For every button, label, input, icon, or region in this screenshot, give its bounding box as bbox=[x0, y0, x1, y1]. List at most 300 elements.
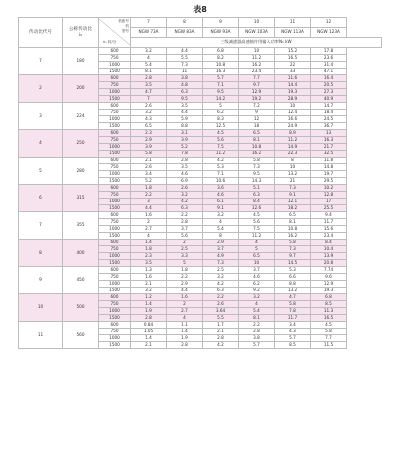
power-cell: 7.3 bbox=[167, 61, 203, 68]
power-cell: 3.2 bbox=[131, 48, 167, 55]
power-cell: 14.8 bbox=[311, 164, 347, 171]
power-cell: 14.2 bbox=[203, 95, 239, 102]
power-cell: 9.6 bbox=[311, 273, 347, 280]
power-cell: 4.5 bbox=[203, 130, 239, 137]
speed-cell: 600 bbox=[99, 212, 131, 219]
power-cell: 18.4 bbox=[311, 109, 347, 116]
power-cell: 1.05 bbox=[131, 328, 167, 335]
speed-cell: 1500 bbox=[99, 150, 131, 157]
power-cell: 9.5 bbox=[167, 95, 203, 102]
power-cell: 5.4 bbox=[131, 61, 167, 68]
power-cell: 12.8 bbox=[311, 191, 347, 198]
nominal-ratio-cell: 224 bbox=[63, 102, 99, 129]
ratio-code-cell: 2 bbox=[19, 75, 63, 102]
power-cell: 3.2 bbox=[131, 109, 167, 116]
power-cell: 8.5 bbox=[311, 301, 347, 308]
power-cell: 5.4 bbox=[203, 225, 239, 232]
power-cell: 16.3 bbox=[311, 136, 347, 143]
power-cell: 8 bbox=[203, 232, 239, 239]
power-cell: 2.8 bbox=[167, 342, 203, 349]
table-row bbox=[19, 157, 382, 164]
power-cell: 36.7 bbox=[311, 123, 347, 130]
power-cell: 16.5 bbox=[311, 314, 347, 321]
power-cell: 2.9 bbox=[167, 280, 203, 287]
power-cell: 4.2 bbox=[167, 198, 203, 205]
speed-cell: 1500 bbox=[99, 205, 131, 212]
speed-cell: 750 bbox=[99, 109, 131, 116]
speed-cell: 750 bbox=[99, 82, 131, 89]
table-row bbox=[19, 102, 382, 109]
speed-cell: 1500 bbox=[99, 178, 131, 185]
power-cell: 4.3 bbox=[131, 116, 167, 123]
speed-cell: 1500 bbox=[99, 95, 131, 102]
power-cell: 25.5 bbox=[311, 205, 347, 212]
power-cell: 9.7 bbox=[239, 82, 275, 89]
power-cell: 6.1 bbox=[203, 198, 239, 205]
power-cell: 8.4 bbox=[311, 239, 347, 246]
power-cell: 13.2 bbox=[275, 171, 311, 178]
power-cell: 1.6 bbox=[167, 294, 203, 301]
ratio-code-cell: 9 bbox=[19, 267, 63, 294]
power-cell: 4 bbox=[131, 232, 167, 239]
power-cell: 1.2 bbox=[131, 294, 167, 301]
speed-cell: 600 bbox=[99, 184, 131, 191]
power-cell: 8.1 bbox=[131, 68, 167, 75]
power-cell: 9.5 bbox=[239, 171, 275, 178]
power-cell: 5.8 bbox=[275, 301, 311, 308]
speed-cell: 1000 bbox=[99, 335, 131, 342]
power-cell: 3.7 bbox=[203, 246, 239, 253]
power-cell: 12 bbox=[239, 116, 275, 123]
power-cell: 12.1 bbox=[275, 198, 311, 205]
power-cell: 4.2 bbox=[203, 280, 239, 287]
power-cell: 2.3 bbox=[131, 253, 167, 260]
power-cell: 5.1 bbox=[239, 184, 275, 191]
header-model: NGW 103A bbox=[239, 28, 275, 38]
speed-cell: 1000 bbox=[99, 143, 131, 150]
nominal-ratio-cell: 250 bbox=[63, 130, 99, 157]
power-cell: 4.9 bbox=[203, 253, 239, 260]
speed-cell: 1500 bbox=[99, 260, 131, 267]
power-cell: 7.3 bbox=[203, 260, 239, 267]
power-cell: 2.2 bbox=[239, 321, 275, 328]
power-cell: 11.2 bbox=[203, 150, 239, 157]
power-cell: 12.9 bbox=[239, 89, 275, 96]
speed-cell: 1000 bbox=[99, 253, 131, 260]
header-frame-no: 8 bbox=[167, 18, 203, 28]
power-cell: 5.8 bbox=[239, 157, 275, 164]
power-cell: 8.1 bbox=[239, 136, 275, 143]
power-cell: 11 bbox=[167, 68, 203, 75]
power-cell: 23.6 bbox=[311, 54, 347, 61]
power-cell: 3.2 bbox=[167, 191, 203, 198]
power-cell: 7.2 bbox=[239, 102, 275, 109]
speed-cell: 750 bbox=[99, 273, 131, 280]
power-cell: 10.8 bbox=[275, 225, 311, 232]
power-cell: 5.2 bbox=[131, 178, 167, 185]
speed-cell: 750 bbox=[99, 191, 131, 198]
power-cell: 4 bbox=[131, 54, 167, 61]
power-cell: 5.2 bbox=[167, 143, 203, 150]
power-cell: 7.5 bbox=[239, 225, 275, 232]
power-cell: 2.5 bbox=[203, 267, 239, 274]
power-cell: 9.1 bbox=[203, 205, 239, 212]
power-cell: 7.74 bbox=[311, 267, 347, 274]
power-cell: 4.6 bbox=[239, 273, 275, 280]
power-cell: 1.3 bbox=[131, 267, 167, 274]
power-cell: 6.5 bbox=[131, 123, 167, 130]
power-cell: 1.4 bbox=[167, 328, 203, 335]
power-cell: 6.8 bbox=[311, 294, 347, 301]
power-cell: 3.5 bbox=[131, 260, 167, 267]
power-cell: 4.4 bbox=[167, 287, 203, 294]
power-cell: 3.2 bbox=[203, 212, 239, 219]
ratio-code-cell: 6 bbox=[19, 184, 63, 211]
power-cell: 1.7 bbox=[203, 321, 239, 328]
power-cell: 11.2 bbox=[275, 136, 311, 143]
power-cell: 33 bbox=[275, 68, 311, 75]
power-cell: 13 bbox=[311, 130, 347, 137]
ratio-code-cell: 3 bbox=[19, 102, 63, 129]
power-cell: 3.4 bbox=[131, 171, 167, 178]
power-cell: 2.8 bbox=[167, 219, 203, 226]
speed-cell: 750 bbox=[99, 301, 131, 308]
power-cell: 16.2 bbox=[239, 150, 275, 157]
power-cell: 3.5 bbox=[167, 102, 203, 109]
power-cell: 24.9 bbox=[275, 123, 311, 130]
power-cell: 2.2 bbox=[131, 191, 167, 198]
power-cell: 1.9 bbox=[131, 308, 167, 315]
power-cell: 14.5 bbox=[275, 260, 311, 267]
speed-cell: 1000 bbox=[99, 308, 131, 315]
speed-cell: 750 bbox=[99, 136, 131, 143]
header-model: NGW 83A bbox=[167, 28, 203, 38]
power-cell: 1.4 bbox=[131, 239, 167, 246]
power-cell: 16.3 bbox=[203, 68, 239, 75]
power-cell: 5.7 bbox=[239, 342, 275, 349]
power-cell: 5.3 bbox=[203, 164, 239, 171]
power-cell: 16.4 bbox=[311, 75, 347, 82]
power-cell: 12.5 bbox=[203, 123, 239, 130]
power-cell: 47.1 bbox=[311, 68, 347, 75]
power-cell: 5.5 bbox=[167, 54, 203, 61]
power-cell: 16.2 bbox=[275, 232, 311, 239]
power-cell: 5.4 bbox=[239, 308, 275, 315]
ratio-code-cell: 4 bbox=[19, 130, 63, 157]
power-cell: 10.8 bbox=[203, 61, 239, 68]
power-cell: 1.8 bbox=[131, 184, 167, 191]
power-cell: 19.7 bbox=[311, 171, 347, 178]
speed-cell: 1000 bbox=[99, 61, 131, 68]
power-cell: 7.7 bbox=[311, 335, 347, 342]
power-cell: 11.3 bbox=[311, 308, 347, 315]
table-row bbox=[19, 184, 382, 191]
power-cell: 3 bbox=[131, 198, 167, 205]
power-cell: 6.2 bbox=[239, 280, 275, 287]
power-cell: 3.9 bbox=[167, 136, 203, 143]
power-cell: 19.3 bbox=[311, 287, 347, 294]
power-cell: 1.4 bbox=[131, 335, 167, 342]
power-cell: 3.8 bbox=[167, 75, 203, 82]
header-model: NGW 93A bbox=[203, 28, 239, 38]
power-cell: 28.9 bbox=[275, 95, 311, 102]
power-cell: 4.7 bbox=[275, 294, 311, 301]
power-cell: 2.7 bbox=[131, 225, 167, 232]
power-cell: 3.2 bbox=[239, 294, 275, 301]
speed-cell: 600 bbox=[99, 294, 131, 301]
speed-cell: 600 bbox=[99, 267, 131, 274]
power-cell: 4.2 bbox=[203, 157, 239, 164]
power-cell: 2.9 bbox=[203, 239, 239, 246]
power-cell: 2 bbox=[131, 219, 167, 226]
power-cell: 2.6 bbox=[167, 184, 203, 191]
power-cell: 1.4 bbox=[131, 301, 167, 308]
power-cell: 8.2 bbox=[203, 54, 239, 61]
power-cell: 6.5 bbox=[275, 212, 311, 219]
power-cell: 3.6 bbox=[203, 184, 239, 191]
power-cell: 7.1 bbox=[203, 171, 239, 178]
power-cell: 9.4 bbox=[311, 212, 347, 219]
power-cell: 4.5 bbox=[239, 212, 275, 219]
power-cell: 32.5 bbox=[311, 150, 347, 157]
power-cell: 2.5 bbox=[167, 246, 203, 253]
power-cell: 4.4 bbox=[131, 205, 167, 212]
speed-cell: 750 bbox=[99, 164, 131, 171]
header-frame-no: 12 bbox=[311, 18, 347, 28]
power-cell: 2.1 bbox=[131, 157, 167, 164]
header-row-codes bbox=[19, 18, 382, 28]
power-cell: 11.7 bbox=[275, 314, 311, 321]
power-cell: 23.4 bbox=[311, 232, 347, 239]
power-cell: 6.3 bbox=[239, 191, 275, 198]
power-cell: 2.1 bbox=[131, 342, 167, 349]
power-cell: 17.8 bbox=[311, 48, 347, 55]
table-row bbox=[19, 212, 382, 219]
power-cell: 2.8 bbox=[203, 335, 239, 342]
table-row bbox=[19, 75, 382, 82]
power-cell: 14.9 bbox=[275, 143, 311, 150]
power-cell: 12.6 bbox=[239, 205, 275, 212]
power-cell: 8 bbox=[275, 157, 311, 164]
power-cell: 6.3 bbox=[203, 287, 239, 294]
header-model: NGW 113A bbox=[275, 28, 311, 38]
power-cell: 6.6 bbox=[275, 273, 311, 280]
power-cell: 4.6 bbox=[203, 191, 239, 198]
power-cell: 1.1 bbox=[167, 321, 203, 328]
power-cell: 11.2 bbox=[239, 54, 275, 61]
power-cell: 5.6 bbox=[203, 136, 239, 143]
power-cell: 2.2 bbox=[167, 273, 203, 280]
nominal-ratio-cell: 280 bbox=[63, 157, 99, 184]
power-cell: 2.1 bbox=[203, 328, 239, 335]
power-cell: 4.7 bbox=[131, 89, 167, 96]
power-cell: 7.3 bbox=[239, 164, 275, 171]
ratio-code-cell: 7 bbox=[19, 212, 63, 239]
power-cell: 8.3 bbox=[203, 116, 239, 123]
power-cell: 5 bbox=[203, 102, 239, 109]
power-cell: 10.6 bbox=[203, 178, 239, 185]
speed-cell: 1500 bbox=[99, 314, 131, 321]
power-cell: 9.7 bbox=[275, 253, 311, 260]
power-cell: 4 bbox=[239, 301, 275, 308]
table-row bbox=[19, 130, 382, 137]
power-cell: 3.7 bbox=[239, 267, 275, 274]
power-cell: 19.2 bbox=[239, 95, 275, 102]
power-cell: 4.2 bbox=[203, 342, 239, 349]
power-cell: 16.2 bbox=[239, 61, 275, 68]
power-cell: 2.6 bbox=[203, 301, 239, 308]
power-cell: 6.5 bbox=[239, 253, 275, 260]
power-cell: 5 bbox=[167, 260, 203, 267]
speed-cell: 1500 bbox=[99, 287, 131, 294]
power-cell: 2.1 bbox=[131, 280, 167, 287]
ratio-code-cell: 8 bbox=[19, 239, 63, 266]
power-cell: 3.7 bbox=[167, 225, 203, 232]
power-cell: 3.5 bbox=[131, 82, 167, 89]
power-cell: 4 bbox=[167, 314, 203, 321]
power-cell: 11.5 bbox=[311, 342, 347, 349]
spec-table-body bbox=[19, 18, 382, 349]
power-cell: 3.1 bbox=[167, 130, 203, 137]
power-cell: 6.2 bbox=[203, 109, 239, 116]
ratio-code-cell: 10 bbox=[19, 294, 63, 321]
header-model: NGW 123A bbox=[311, 28, 347, 38]
header-frame-no: 9 bbox=[203, 18, 239, 28]
table-row bbox=[19, 239, 382, 246]
power-cell: 0.84 bbox=[131, 321, 167, 328]
power-cell: 4.3 bbox=[275, 328, 311, 335]
power-cell: 4 bbox=[203, 219, 239, 226]
nominal-ratio-cell: 450 bbox=[63, 267, 99, 294]
power-cell: 9.5 bbox=[203, 89, 239, 96]
ratio-code-cell: 11 bbox=[19, 321, 63, 348]
table-row bbox=[19, 294, 382, 301]
power-cell: 29.5 bbox=[311, 178, 347, 185]
power-cell: 4.6 bbox=[167, 171, 203, 178]
speed-cell: 600 bbox=[99, 239, 131, 246]
power-cell: 3.2 bbox=[131, 287, 167, 294]
power-cell: 6.3 bbox=[167, 205, 203, 212]
power-cell: 5.8 bbox=[275, 239, 311, 246]
speed-cell: 750 bbox=[99, 246, 131, 253]
power-cell: 11.7 bbox=[311, 219, 347, 226]
speed-cell: 1000 bbox=[99, 89, 131, 96]
speed-cell: 750 bbox=[99, 219, 131, 226]
power-cell: 22.3 bbox=[275, 150, 311, 157]
power-cell: 5.6 bbox=[239, 219, 275, 226]
speed-cell: 750 bbox=[99, 54, 131, 61]
power-cell: 18.2 bbox=[275, 205, 311, 212]
power-cell: 12.4 bbox=[275, 109, 311, 116]
power-cell: 23.4 bbox=[239, 68, 275, 75]
speed-cell: 600 bbox=[99, 130, 131, 137]
nominal-ratio-cell: 355 bbox=[63, 212, 99, 239]
power-cell: 40.9 bbox=[311, 95, 347, 102]
speed-cell: 600 bbox=[99, 157, 131, 164]
power-cell: 10 bbox=[239, 48, 275, 55]
power-cell: 10 bbox=[239, 260, 275, 267]
table-title: 表8 bbox=[193, 5, 207, 14]
power-cell: 31.4 bbox=[311, 61, 347, 68]
power-cell: 3.8 bbox=[239, 335, 275, 342]
power-cell: 2.8 bbox=[131, 75, 167, 82]
header-ratio-code: 传动比代号 bbox=[19, 18, 63, 48]
spec-table bbox=[18, 17, 382, 349]
power-cell: 11.2 bbox=[239, 232, 275, 239]
power-cell: 2.3 bbox=[131, 130, 167, 137]
power-cell: 14.3 bbox=[239, 178, 275, 185]
power-cell: 5.8 bbox=[311, 328, 347, 335]
power-cell: 9.2 bbox=[239, 287, 275, 294]
power-cell: 11.8 bbox=[311, 157, 347, 164]
power-cell: 21 bbox=[275, 178, 311, 185]
power-cell: 14.4 bbox=[275, 82, 311, 89]
power-cell: 21.7 bbox=[311, 143, 347, 150]
power-cell: 13.9 bbox=[311, 253, 347, 260]
speed-cell: 1000 bbox=[99, 280, 131, 287]
power-cell: 9 bbox=[239, 109, 275, 116]
power-cell: 6.9 bbox=[167, 178, 203, 185]
power-cell: 2.9 bbox=[131, 136, 167, 143]
power-cell: 2.2 bbox=[203, 294, 239, 301]
power-cell: 5.5 bbox=[203, 314, 239, 321]
power-cell: 5.6 bbox=[167, 232, 203, 239]
power-cell: 7 bbox=[131, 95, 167, 102]
power-cell: 2.6 bbox=[131, 102, 167, 109]
power-cell: 3.9 bbox=[131, 143, 167, 150]
power-cell: 8.5 bbox=[275, 342, 311, 349]
power-cell: 8.8 bbox=[167, 123, 203, 130]
power-cell: 3.2 bbox=[203, 273, 239, 280]
power-cell: 24.5 bbox=[311, 116, 347, 123]
speed-cell: 1000 bbox=[99, 225, 131, 232]
speed-cell: 1500 bbox=[99, 123, 131, 130]
power-cell: 6.3 bbox=[167, 89, 203, 96]
power-cell: 5.7 bbox=[275, 335, 311, 342]
power-cell: 5.8 bbox=[131, 150, 167, 157]
power-cell: 7.8 bbox=[275, 308, 311, 315]
power-cell: 4.5 bbox=[311, 321, 347, 328]
nominal-ratio-cell: 200 bbox=[63, 75, 99, 102]
power-cell: 7.3 bbox=[275, 246, 311, 253]
power-cell: 8.1 bbox=[239, 314, 275, 321]
power-cell: 3.3 bbox=[167, 253, 203, 260]
power-cell: 22 bbox=[275, 61, 311, 68]
power-cell: 12.9 bbox=[311, 280, 347, 287]
power-cell: 2 bbox=[167, 301, 203, 308]
power-cell: 8.9 bbox=[275, 130, 311, 137]
table-row bbox=[19, 321, 382, 328]
power-cell: 16.5 bbox=[275, 54, 311, 61]
power-cell: 4.8 bbox=[167, 82, 203, 89]
speed-cell: 1500 bbox=[99, 342, 131, 349]
speed-cell: 750 bbox=[99, 328, 131, 335]
power-cell: 2.8 bbox=[239, 328, 275, 335]
power-cell: 1.8 bbox=[131, 246, 167, 253]
power-cell: 8.8 bbox=[275, 280, 311, 287]
speed-cell: 1000 bbox=[99, 116, 131, 123]
power-cell: 10.8 bbox=[239, 143, 275, 150]
power-cell: 6.8 bbox=[203, 48, 239, 55]
power-cell: 20.8 bbox=[311, 260, 347, 267]
power-cell: 3.64 bbox=[203, 308, 239, 315]
power-cell: 15.2 bbox=[275, 48, 311, 55]
power-cell: 2.2 bbox=[167, 212, 203, 219]
power-cell: 2.7 bbox=[167, 308, 203, 315]
power-cell: 3.5 bbox=[167, 164, 203, 171]
power-cell: 3.4 bbox=[275, 321, 311, 328]
speed-cell: 1000 bbox=[99, 171, 131, 178]
